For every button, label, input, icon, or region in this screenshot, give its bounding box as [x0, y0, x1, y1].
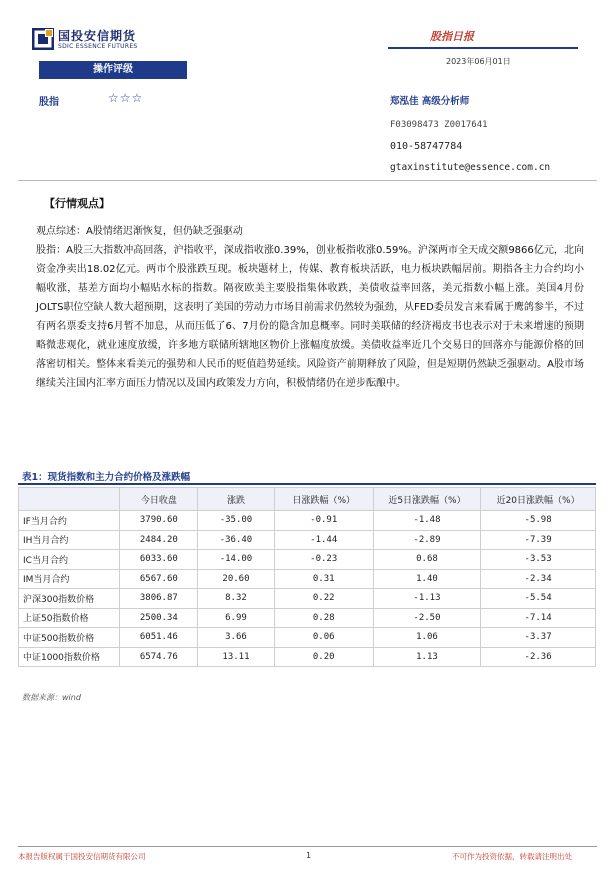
table-row	[19, 608, 596, 628]
20d-pct-cell: -2.36	[481, 647, 596, 667]
daily-pct-cell: -0.91	[274, 511, 373, 531]
20d-pct-cell: -7.39	[481, 530, 596, 550]
row-label: 沪深300指数价格	[19, 589, 120, 609]
footer-disclaimer: 不可作为投资依据，转载请注明出处	[452, 852, 572, 861]
table-header-row	[19, 488, 596, 511]
close-cell: 6051.46	[120, 628, 198, 648]
section-title: 【行情观点】	[44, 197, 110, 210]
daily-pct-cell: 0.28	[274, 608, 373, 628]
company-logo-icon	[32, 28, 54, 50]
5d-pct-cell: 0.68	[373, 550, 480, 570]
close-cell: 6567.60	[120, 569, 198, 589]
change-cell: 3.66	[198, 628, 274, 648]
data-source-note: 数据来源：wind	[22, 693, 81, 702]
column-header: 涨跌	[198, 488, 274, 511]
change-cell: -36.40	[198, 530, 274, 550]
analyst-email: gtaxinstitute@essence.com.cn	[390, 162, 551, 173]
20d-pct-cell: -3.53	[481, 550, 596, 570]
20d-pct-cell: -2.34	[481, 569, 596, 589]
daily-pct-cell: -0.23	[274, 550, 373, 570]
20d-pct-cell: -7.14	[481, 608, 596, 628]
rating-stars: ☆☆☆	[108, 91, 144, 105]
table-row	[19, 550, 596, 570]
daily-pct-cell: 0.22	[274, 589, 373, 609]
daily-pct-cell: 0.20	[274, 647, 373, 667]
20d-pct-cell: -5.54	[481, 589, 596, 609]
analysis-paragraph: 股指：A股三大指数冲高回落，沪指收平，深成指收涨0.39%，创业板指收涨0.59%。沪深两市全天成交额9866亿元，北向资金净卖出18.02亿元。两市个股涨跌互现。板块题材上，传媒、教育板块活跃，电力板块跌幅居前。期指各主力合约均小幅收涨，基差方面均小幅贴水标的指数。隔夜欧美主要股指集体收跌，美债收益率回落，美元指数小幅上涨。美国4月份JOLTS职位空缺人数大超预期，这表明了美国的劳动力市场目前需求仍然较为强劲，从FED委员发言来看属于鹰鸽参半，不过有两名票委支持6月暂不加息，从而压低了6、7月份的隐含加息概率。同时美联储的经济褐皮书也表示对于未来增速的预期略微悲观化，就业速度放缓，许多地方联储所辖地区物价上涨幅度放缓。美债收益率近几个交易日的回落亦与能源价格的回落密切相关。整体来看美元的强势和人民币的贬值趋势延续。风险资产前期释放了风险，但是短期仍然缺乏强驱动。A股市场继续关注国内汇率方面压力情况以及国内政策发力方向，积极情绪仍在逆步酝酿中。	[36, 245, 584, 389]
table-row	[19, 511, 596, 531]
summary-line: 观点综述：A股情绪迟渐恢复，但仍缺乏强驱动	[36, 226, 243, 237]
20d-pct-cell: -5.98	[481, 511, 596, 531]
row-label: IC当月合约	[19, 550, 120, 570]
row-label: 中证500指数价格	[19, 628, 120, 648]
section-divider	[18, 180, 597, 181]
change-cell: 13.11	[198, 647, 274, 667]
change-cell: 8.32	[198, 589, 274, 609]
header-divider	[388, 47, 578, 49]
change-cell: 20.60	[198, 569, 274, 589]
analyst-name: 郑泓佳 高级分析师	[390, 96, 470, 107]
change-cell: -14.00	[198, 550, 274, 570]
report-date: 2023年06月01日	[446, 57, 511, 66]
5d-pct-cell: -2.50	[373, 608, 480, 628]
row-label: IF当月合约	[19, 511, 120, 531]
close-cell: 6033.60	[120, 550, 198, 570]
5d-pct-cell: 1.40	[373, 569, 480, 589]
company-name-en: SDIC ESSENCE FUTURES	[58, 43, 138, 50]
close-cell: 2500.34	[120, 608, 198, 628]
daily-pct-cell: 0.31	[274, 569, 373, 589]
table-row	[19, 530, 596, 550]
analyst-license: F03098473 Z0017641	[390, 120, 488, 130]
table-title: 表1：现货指数和主力合约价格及涨跌幅	[22, 472, 191, 483]
page-number: 1	[306, 851, 312, 860]
5d-pct-cell: 1.06	[373, 628, 480, 648]
5d-pct-cell: 1.13	[373, 647, 480, 667]
table-row	[19, 647, 596, 667]
column-header: 近20日涨跌幅（%）	[481, 488, 596, 511]
close-cell: 6574.76	[120, 647, 198, 667]
company-name-cn: 国投安信期货	[58, 29, 137, 43]
20d-pct-cell: -3.37	[481, 628, 596, 648]
price-table	[18, 487, 596, 667]
report-type: 股指日报	[430, 30, 474, 43]
footer-divider	[18, 846, 597, 847]
daily-pct-cell: 0.06	[274, 628, 373, 648]
row-label: IH当月合约	[19, 530, 120, 550]
close-cell: 2484.20	[120, 530, 198, 550]
row-label: 上证50指数价格	[19, 608, 120, 628]
change-cell: 6.99	[198, 608, 274, 628]
daily-pct-cell: -1.44	[274, 530, 373, 550]
analyst-phone: 010-58747784	[390, 141, 463, 152]
change-cell: -35.00	[198, 511, 274, 531]
column-header: 日涨跌幅（%）	[274, 488, 373, 511]
close-cell: 3790.60	[120, 511, 198, 531]
5d-pct-cell: -1.13	[373, 589, 480, 609]
table-row	[19, 628, 596, 648]
table-rule	[18, 483, 596, 485]
rating-banner: 操作评级	[39, 61, 187, 79]
column-header	[19, 488, 120, 511]
column-header: 今日收盘	[120, 488, 198, 511]
table-row	[19, 589, 596, 609]
rating-label: 股指	[39, 97, 59, 108]
market-view-body	[36, 222, 584, 393]
row-label: IM当月合约	[19, 569, 120, 589]
table-row	[19, 569, 596, 589]
row-label: 中证1000指数价格	[19, 647, 120, 667]
5d-pct-cell: -2.89	[373, 530, 480, 550]
column-header: 近5日涨跌幅（%）	[373, 488, 480, 511]
5d-pct-cell: -1.48	[373, 511, 480, 531]
close-cell: 3806.87	[120, 589, 198, 609]
footer-copyright: 本报告版权属于国投安信期货有限公司	[18, 852, 146, 861]
